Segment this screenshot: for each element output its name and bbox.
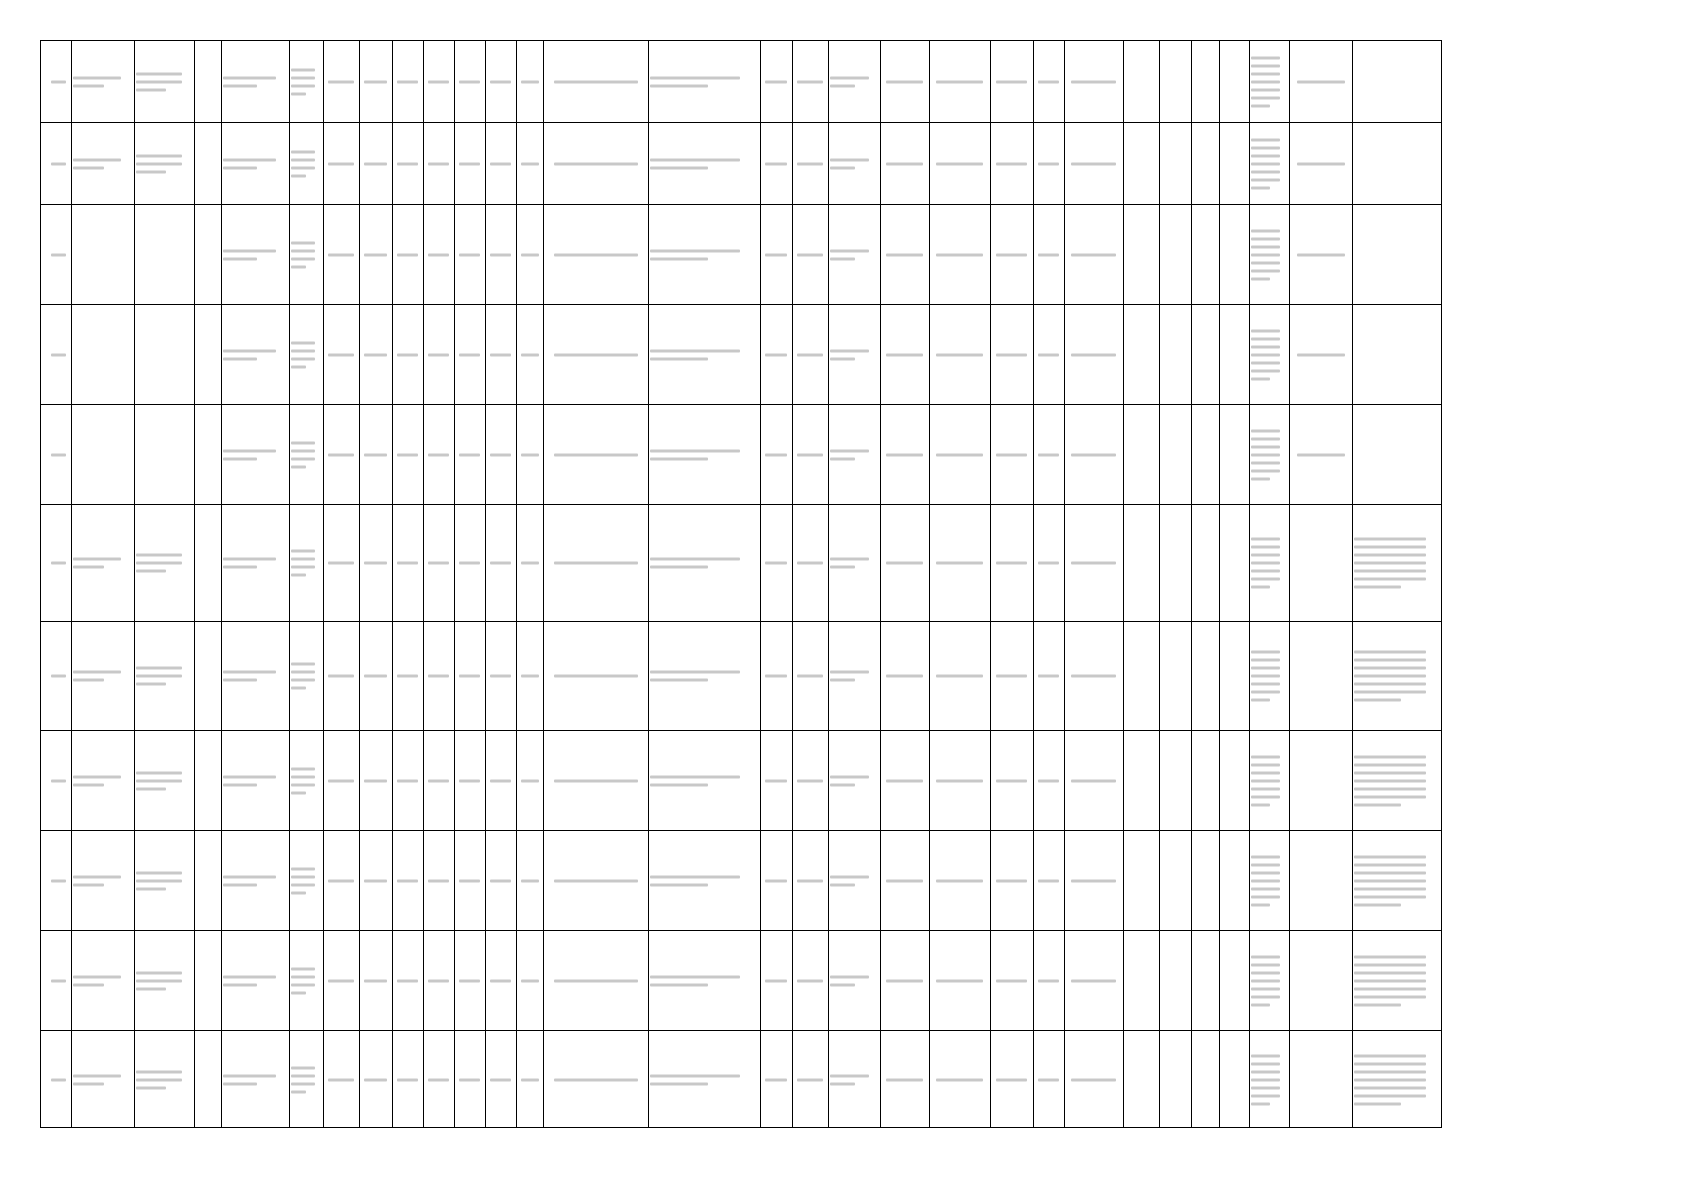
table-row: [41, 731, 1441, 831]
table-cell: [423, 831, 454, 930]
table-cell: [516, 931, 543, 1030]
table-cell: [1352, 622, 1443, 730]
table-cell: [792, 123, 828, 204]
table-cell: [221, 931, 289, 1030]
table-cell: [929, 1031, 990, 1129]
table-cell: [516, 731, 543, 830]
table-cell: [990, 405, 1033, 504]
table-cell: [289, 505, 323, 621]
table-cell: [454, 831, 485, 930]
table-cell: [792, 405, 828, 504]
table-cell: [359, 931, 392, 1030]
row-number-cell: [41, 123, 71, 204]
table-cell: [289, 205, 323, 304]
table-cell: [1249, 931, 1289, 1030]
table-cell: [1289, 205, 1352, 304]
table-cell: [760, 123, 792, 204]
table-cell: [828, 731, 880, 830]
table-cell: [71, 41, 134, 122]
table-cell: [1064, 41, 1123, 122]
table-cell: [71, 931, 134, 1030]
table-cell: [71, 1031, 134, 1129]
table-cell: [543, 731, 648, 830]
table-cell: [990, 505, 1033, 621]
row-number-cell: [41, 305, 71, 404]
table-cell: [990, 831, 1033, 930]
table-cell: [543, 305, 648, 404]
table-cell: [929, 622, 990, 730]
table-row: [41, 1031, 1441, 1129]
table-cell: [543, 931, 648, 1030]
table-cell: [1033, 305, 1064, 404]
table-cell: [221, 831, 289, 930]
table-cell: [392, 931, 423, 1030]
table-cell: [543, 831, 648, 930]
table-cell: [516, 305, 543, 404]
table-cell: [359, 205, 392, 304]
table-cell: [392, 205, 423, 304]
table-cell: [1289, 405, 1352, 504]
table-cell: [792, 731, 828, 830]
table-cell: [1249, 622, 1289, 730]
table-cell: [323, 41, 359, 122]
table-cell: [792, 1031, 828, 1129]
table-cell: [792, 931, 828, 1030]
table-cell: [134, 505, 194, 621]
table-cell: [71, 123, 134, 204]
table-cell: [485, 622, 516, 730]
table-cell: [323, 931, 359, 1030]
table-cell: [1352, 505, 1443, 621]
table-cell: [1352, 731, 1443, 830]
table-cell: [71, 622, 134, 730]
table-cell: [289, 731, 323, 830]
table-cell: [1064, 1031, 1123, 1129]
table-cell: [648, 731, 760, 830]
table-cell: [990, 731, 1033, 830]
table-cell: [221, 205, 289, 304]
table-cell: [760, 731, 792, 830]
table-cell: [516, 205, 543, 304]
table-cell: [221, 1031, 289, 1129]
table-cell: [543, 622, 648, 730]
table-cell: [1249, 41, 1289, 122]
table-cell: [760, 1031, 792, 1129]
table-cell: [543, 41, 648, 122]
table-cell: [392, 505, 423, 621]
table-cell: [880, 931, 929, 1030]
table-cell: [485, 731, 516, 830]
table-cell: [929, 41, 990, 122]
table-cell: [1249, 205, 1289, 304]
table-cell: [990, 41, 1033, 122]
table-cell: [990, 1031, 1033, 1129]
table-cell: [1289, 305, 1352, 404]
table-cell: [828, 831, 880, 930]
table-cell: [392, 731, 423, 830]
table-cell: [929, 731, 990, 830]
table-cell: [423, 305, 454, 404]
table-cell: [289, 1031, 323, 1129]
table-cell: [1289, 123, 1352, 204]
table-cell: [880, 405, 929, 504]
table-cell: [648, 123, 760, 204]
table-cell: [454, 1031, 485, 1129]
table-cell: [990, 123, 1033, 204]
row-number-cell: [41, 41, 71, 122]
table-cell: [359, 123, 392, 204]
table-cell: [1033, 123, 1064, 204]
table-cell: [880, 622, 929, 730]
table-cell: [990, 305, 1033, 404]
table-cell: [423, 41, 454, 122]
table-cell: [929, 931, 990, 1030]
table-cell: [1289, 41, 1352, 122]
table-cell: [1249, 123, 1289, 204]
table-cell: [760, 931, 792, 1030]
row-number-cell: [41, 622, 71, 730]
table-cell: [760, 205, 792, 304]
table-cell: [792, 505, 828, 621]
table-cell: [516, 831, 543, 930]
table-cell: [648, 831, 760, 930]
table-cell: [485, 505, 516, 621]
table-cell: [392, 622, 423, 730]
table-cell: [1033, 505, 1064, 621]
table-cell: [289, 622, 323, 730]
table-cell: [880, 505, 929, 621]
table-cell: [134, 123, 194, 204]
table-cell: [648, 505, 760, 621]
table-cell: [423, 931, 454, 1030]
table-cell: [221, 731, 289, 830]
table-cell: [485, 931, 516, 1030]
table-cell: [1249, 505, 1289, 621]
table-cell: [134, 831, 194, 930]
table-cell: [423, 622, 454, 730]
table-cell: [392, 305, 423, 404]
table-cell: [516, 505, 543, 621]
table-cell: [454, 41, 485, 122]
table-cell: [760, 831, 792, 930]
table-cell: [454, 622, 485, 730]
row-number-cell: [41, 731, 71, 830]
table-cell: [516, 1031, 543, 1129]
table-row: [41, 931, 1441, 1031]
table-row: [41, 831, 1441, 931]
table-cell: [454, 305, 485, 404]
table-cell: [792, 305, 828, 404]
table-cell: [323, 305, 359, 404]
table-cell: [760, 305, 792, 404]
table-cell: [990, 622, 1033, 730]
table-cell: [289, 405, 323, 504]
table-cell: [880, 731, 929, 830]
table-cell: [289, 831, 323, 930]
table-cell: [1352, 1031, 1443, 1129]
table-cell: [880, 123, 929, 204]
table-cell: [929, 305, 990, 404]
table-cell: [543, 123, 648, 204]
table-cell: [792, 205, 828, 304]
table-row: [41, 622, 1441, 731]
table-cell: [1352, 831, 1443, 930]
table-cell: [929, 123, 990, 204]
row-number-cell: [41, 405, 71, 504]
table-cell: [760, 622, 792, 730]
table-cell: [828, 41, 880, 122]
table-cell: [1033, 931, 1064, 1030]
row-number-cell: [41, 831, 71, 930]
table-cell: [392, 123, 423, 204]
table-cell: [423, 731, 454, 830]
row-number-cell: [41, 931, 71, 1030]
table-cell: [71, 831, 134, 930]
table-cell: [1064, 622, 1123, 730]
table-cell: [71, 731, 134, 830]
table-cell: [392, 41, 423, 122]
table-cell: [1249, 1031, 1289, 1129]
table-cell: [828, 123, 880, 204]
table-cell: [760, 41, 792, 122]
table-cell: [423, 205, 454, 304]
table-cell: [792, 622, 828, 730]
table-cell: [134, 731, 194, 830]
table-row: [41, 505, 1441, 622]
table-cell: [1352, 931, 1443, 1030]
table-cell: [359, 41, 392, 122]
table-cell: [648, 205, 760, 304]
table-cell: [648, 405, 760, 504]
table-cell: [1033, 405, 1064, 504]
table-cell: [359, 831, 392, 930]
table-cell: [1249, 731, 1289, 830]
table-cell: [134, 41, 194, 122]
table-cell: [359, 505, 392, 621]
table-cell: [1064, 205, 1123, 304]
table-cell: [880, 1031, 929, 1129]
table-cell: [1249, 405, 1289, 504]
table-cell: [289, 123, 323, 204]
table-cell: [880, 205, 929, 304]
table-cell: [516, 123, 543, 204]
table-cell: [1033, 41, 1064, 122]
table-cell: [648, 622, 760, 730]
table-row: [41, 405, 1441, 505]
table-cell: [221, 123, 289, 204]
table-cell: [1033, 205, 1064, 304]
table-cell: [323, 731, 359, 830]
table-cell: [1249, 305, 1289, 404]
table-cell: [929, 831, 990, 930]
table-cell: [1064, 123, 1123, 204]
table-cell: [1033, 731, 1064, 830]
table-cell: [134, 931, 194, 1030]
table-cell: [323, 1031, 359, 1129]
table-cell: [323, 831, 359, 930]
table-cell: [454, 205, 485, 304]
table-cell: [485, 41, 516, 122]
registry-table: [40, 40, 1442, 1128]
table-cell: [1064, 405, 1123, 504]
table-cell: [929, 205, 990, 304]
table-cell: [454, 731, 485, 830]
table-cell: [828, 1031, 880, 1129]
table-cell: [221, 305, 289, 404]
table-cell: [880, 305, 929, 404]
table-row: [41, 305, 1441, 405]
table-cell: [648, 931, 760, 1030]
table-cell: [359, 405, 392, 504]
table-cell: [423, 405, 454, 504]
table-cell: [1033, 622, 1064, 730]
row-number-cell: [41, 1031, 71, 1129]
table-cell: [929, 405, 990, 504]
table-row: [41, 123, 1441, 205]
table-cell: [543, 505, 648, 621]
table-cell: [929, 505, 990, 621]
table-cell: [516, 405, 543, 504]
table-cell: [323, 123, 359, 204]
table-cell: [485, 1031, 516, 1129]
table-cell: [760, 405, 792, 504]
table-cell: [71, 505, 134, 621]
table-cell: [454, 123, 485, 204]
table-row: [41, 41, 1441, 123]
table-cell: [880, 831, 929, 930]
table-cell: [392, 405, 423, 504]
table-row: [41, 205, 1441, 305]
table-cell: [516, 622, 543, 730]
table-cell: [134, 1031, 194, 1129]
table-cell: [792, 831, 828, 930]
table-cell: [1064, 831, 1123, 930]
table-cell: [828, 622, 880, 730]
table-cell: [485, 305, 516, 404]
table-cell: [289, 931, 323, 1030]
table-cell: [454, 931, 485, 1030]
table-cell: [485, 831, 516, 930]
table-cell: [1033, 831, 1064, 930]
table-cell: [828, 931, 880, 1030]
table-cell: [359, 731, 392, 830]
table-cell: [1064, 731, 1123, 830]
table-cell: [485, 405, 516, 504]
table-cell: [423, 1031, 454, 1129]
table-cell: [323, 205, 359, 304]
table-cell: [990, 931, 1033, 1030]
table-cell: [423, 505, 454, 621]
table-cell: [648, 41, 760, 122]
table-cell: [760, 505, 792, 621]
table-cell: [392, 831, 423, 930]
table-cell: [392, 1031, 423, 1129]
table-cell: [423, 123, 454, 204]
table-cell: [828, 205, 880, 304]
table-cell: [543, 1031, 648, 1129]
table-cell: [648, 1031, 760, 1129]
table-cell: [1249, 831, 1289, 930]
table-cell: [323, 405, 359, 504]
table-cell: [485, 205, 516, 304]
row-number-cell: [41, 205, 71, 304]
table-cell: [221, 505, 289, 621]
table-cell: [990, 205, 1033, 304]
table-cell: [648, 305, 760, 404]
row-number-cell: [41, 505, 71, 621]
table-cell: [543, 205, 648, 304]
table-cell: [289, 305, 323, 404]
table-cell: [359, 1031, 392, 1129]
table-cell: [454, 405, 485, 504]
table-cell: [828, 305, 880, 404]
table-cell: [1064, 931, 1123, 1030]
table-cell: [221, 41, 289, 122]
table-cell: [221, 622, 289, 730]
table-cell: [289, 41, 323, 122]
table-cell: [828, 405, 880, 504]
table-cell: [1064, 305, 1123, 404]
table-cell: [792, 41, 828, 122]
table-cell: [880, 41, 929, 122]
table-cell: [454, 505, 485, 621]
table-cell: [221, 405, 289, 504]
table-cell: [1064, 505, 1123, 621]
table-cell: [323, 505, 359, 621]
table-cell: [359, 305, 392, 404]
table-cell: [543, 405, 648, 504]
table-cell: [134, 622, 194, 730]
table-cell: [828, 505, 880, 621]
table-cell: [485, 123, 516, 204]
table-cell: [516, 41, 543, 122]
table-cell: [323, 622, 359, 730]
table-cell: [359, 622, 392, 730]
table-cell: [1033, 1031, 1064, 1129]
